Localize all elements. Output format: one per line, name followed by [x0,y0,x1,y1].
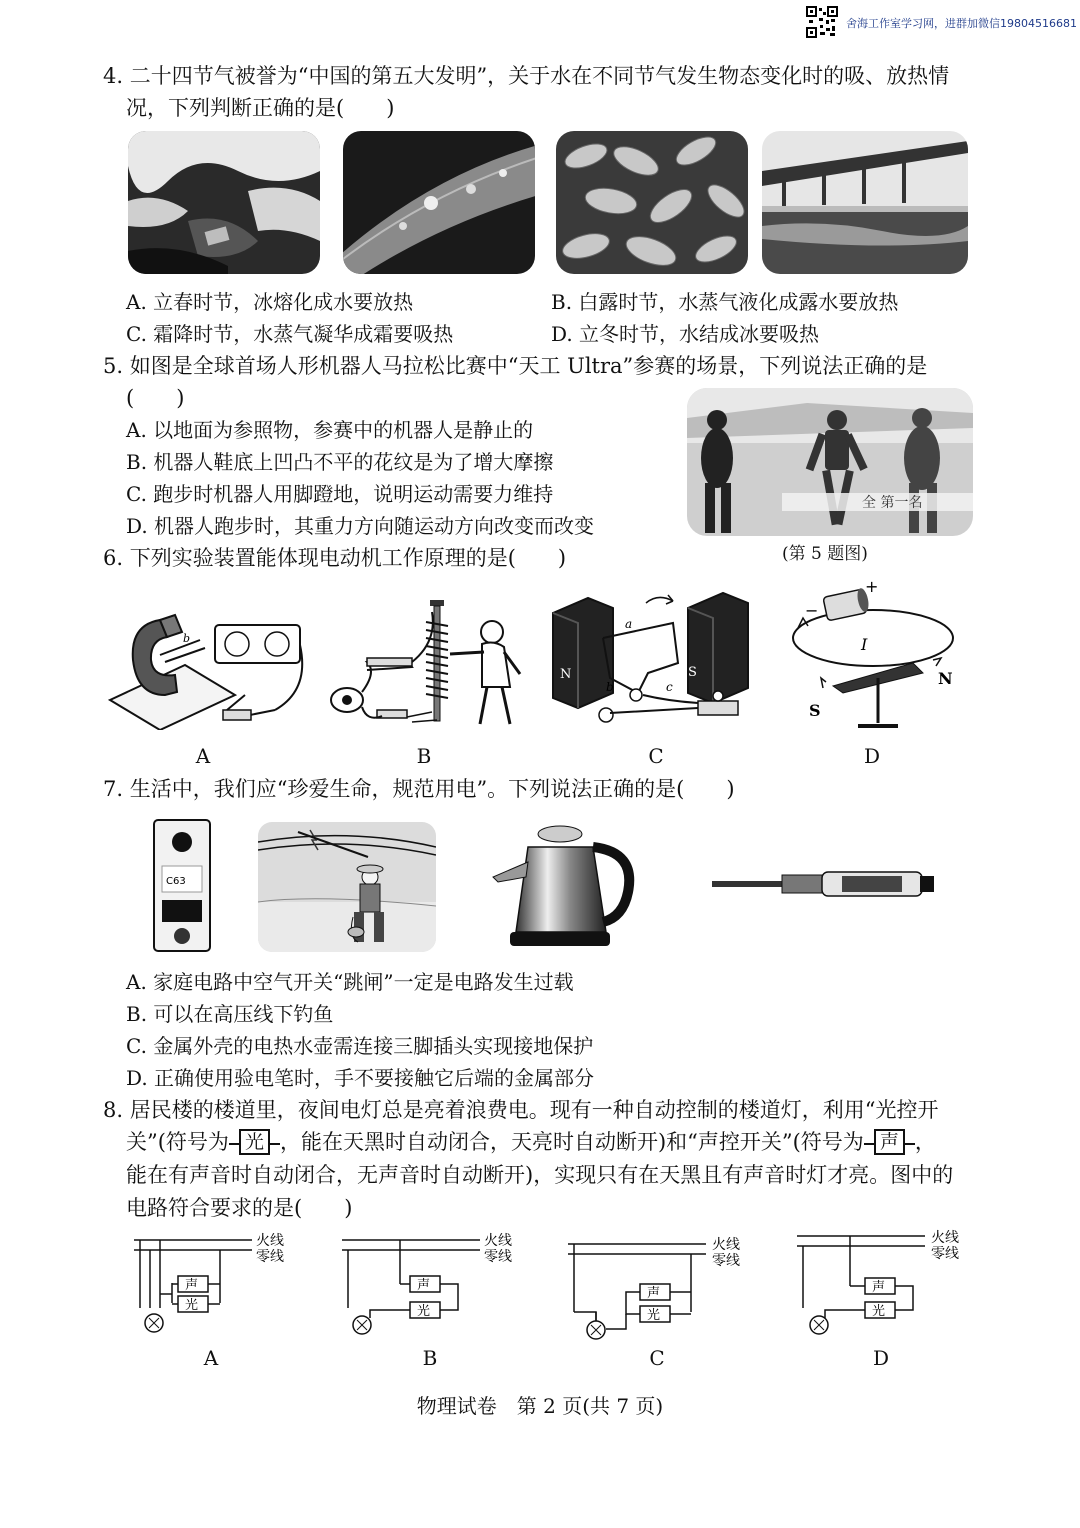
header-brand: 舍海工作室学习网，进群加微信19804516681 [846,17,1077,30]
q5-figure-caption: (第 5 题图) [782,544,868,564]
q6-label-d: D [863,744,881,768]
qr-code-icon [806,6,838,38]
circuit-a-zero-label: 零线 [256,1249,284,1265]
q8-label-d: D [872,1346,890,1370]
q6-figure-d-oersted [783,578,963,733]
q8-line2-part-b: ，能在天黑时自动闭合，天亮时自动断开)和“声控开关”(符号为 [279,1130,864,1154]
circuit-d-zero-label: 零线 [931,1246,959,1262]
q4-photo-stream-snow [128,131,320,274]
q7-option-b: B. 可以在高压线下钓鱼 [126,1002,334,1026]
circuit-b-sound-label: 声 [417,1278,431,1293]
q8-stem-line2 [126,1126,936,1158]
q6-d-label-minus: − [805,601,819,620]
q4-option-a: A. 立春时节，冰熔化成水要放热 [126,290,414,314]
light-switch-symbol: 光 [239,1129,270,1155]
q4-photo-frozen-lake [762,131,968,274]
circuit-a-fire-label: 火线 [256,1233,284,1249]
q6-figure-b-hand-crank [322,592,532,732]
circuit-d-sound-label: 声 [872,1280,886,1295]
circuit-d-fire-label: 火线 [931,1230,959,1246]
circuit-b-zero-label: 零线 [484,1249,512,1265]
q8-circuit-b [340,1228,525,1343]
q5-option-a: A. 以地面为参照物，参赛中的机器人是静止的 [126,418,534,442]
q6-label-b: B [416,744,432,768]
q7-figure-air-switch [152,818,212,953]
symbol-wire-right [270,1143,280,1145]
q8-circuit-d [795,1228,975,1343]
q7-figure-fishing-under-power-line [258,822,436,952]
q8-stem-line4: 电路符合要求的是( ) [126,1196,353,1220]
q6-c-label-n: N [560,667,572,682]
q6-label-c: C [648,744,664,768]
q6-d-label-n: N [938,669,953,688]
q6-c-label-c: c [666,680,673,694]
circuit-a-sound-label: 声 [185,1278,199,1293]
circuit-b-light-label: 光 [417,1304,431,1319]
sound-switch-symbol: 声 [874,1129,905,1155]
symbol-wire-left [229,1143,239,1145]
q4-option-d: D. 立冬时节，水结成冰要吸热 [551,322,820,346]
q6-d-label-plus: + [865,578,879,596]
q6-c-label-a: a [625,617,633,631]
q4-option-c: C. 霜降时节，水蒸气凝华成霜要吸热 [126,322,454,346]
q8-circuit-c [566,1232,756,1347]
q8-line2-part-a: 关”(符号为 [126,1130,229,1154]
q5-photo-robot-marathon [687,388,973,536]
q6-d-label-current: I [861,635,868,654]
symbol-wire-right [905,1143,915,1145]
q8-label-b: B [422,1346,438,1370]
q6-figure-a-generator [105,600,310,730]
q6-label-a: A [195,744,211,768]
circuit-c-sound-label: 声 [647,1286,661,1301]
q5-photo-banner-text: 全 第一名 [862,495,923,511]
q6-a-label-b: b [183,632,191,645]
q7-figure-electric-kettle [488,822,638,950]
q6-figure-c-motor [548,583,753,733]
q6-d-label-s: S [809,701,821,720]
circuit-c-light-label: 光 [647,1308,661,1323]
q4-stem-line2: 况，下列判断正确的是( ) [126,96,395,120]
q8-stem-line1: 8. 居民楼的楼道里，夜间电灯总是亮着浪费电。现有一种自动控制的楼道灯，利用“光控开 [103,1098,939,1122]
q8-label-c: C [649,1346,665,1370]
page-footer: 物理试卷 第 2 页(共 7 页) [416,1394,664,1418]
q4-option-b: B. 白露时节，水蒸气液化成露水要放热 [551,290,899,314]
q5-option-d: D. 机器人跑步时，其重力方向随运动方向改变而改变 [126,514,595,538]
q8-label-a: A [203,1346,219,1370]
q7-option-c: C. 金属外壳的电热水壶需连接三脚插头实现接地保护 [126,1034,594,1058]
q8-circuit-a [132,1228,302,1343]
q6-c-label-s: S [688,665,697,680]
q4-photo-dew-leaf [343,131,535,274]
q5-stem-line1: 5. 如图是全球首场人形机器人马拉松比赛中“天工 Ultra”参赛的场景，下列说法正确的是 [103,354,928,378]
q6-c-label-b: b [606,680,614,694]
q4-photo-frost-leaves [556,131,748,274]
circuit-a-light-label: 光 [185,1298,199,1313]
q5-stem-line2: ( ) [126,386,185,410]
q6-stem: 6. 下列实验装置能体现电动机工作原理的是( ) [103,546,567,570]
q8-line2-part-c: ， [914,1130,936,1154]
q7-option-a: A. 家庭电路中空气开关“跳闸”一定是电路发生过载 [126,970,574,994]
q7-stem: 7. 生活中，我们应“珍爱生命，规范用电”。下列说法正确的是( ) [103,777,735,801]
q5-option-b: B. 机器人鞋底上凹凸不平的花纹是为了增大摩擦 [126,450,554,474]
q7-breaker-label: C63 [166,876,186,887]
q5-option-c: C. 跑步时机器人用脚蹬地，说明运动需要力维持 [126,482,554,506]
symbol-wire-left [864,1143,874,1145]
circuit-d-light-label: 光 [872,1304,886,1319]
q4-stem-line1: 4. 二十四节气被誉为“中国的第五大发明”，关于水在不同节气发生物态变化时的吸、放热情 [103,64,950,88]
circuit-b-fire-label: 火线 [484,1233,512,1249]
q8-stem-line3: 能在有声音时自动闭合，无声音时自动断开)，实现只有在天黑且有声音时灯才亮。图中的 [126,1163,954,1187]
circuit-c-zero-label: 零线 [712,1253,740,1269]
circuit-c-fire-label: 火线 [712,1237,740,1253]
q7-option-d: D. 正确使用验电笔时，手不要接触它后端的金属部分 [126,1066,595,1090]
q7-figure-test-pen [712,866,937,902]
